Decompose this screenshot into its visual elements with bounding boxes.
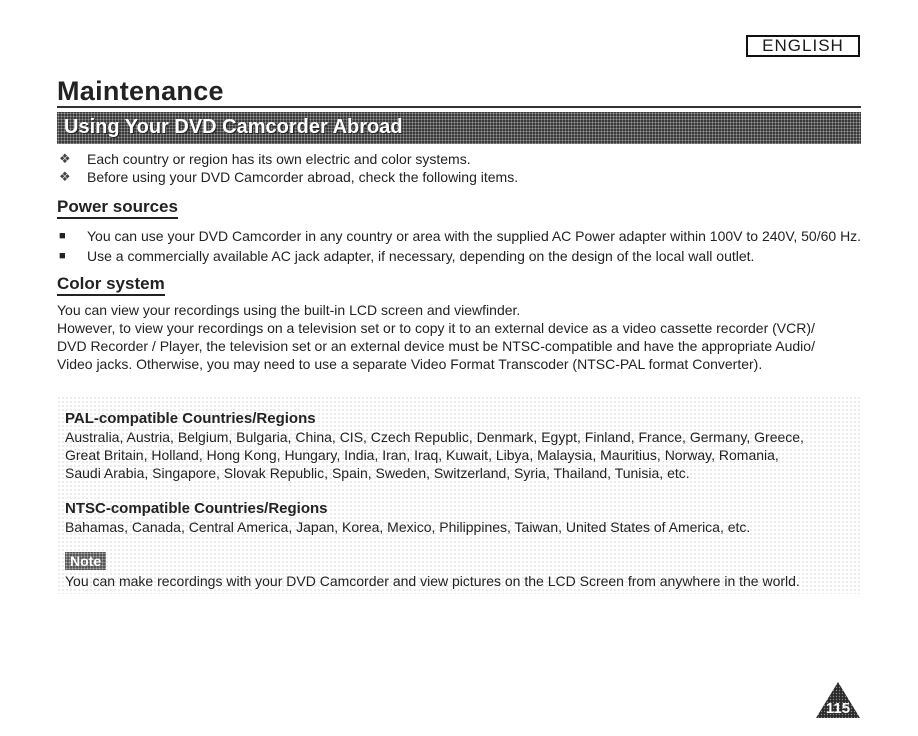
- color-system-body: [57, 301, 867, 373]
- intro-text: Before using your DVD Camcorder abroad, check the following items.: [87, 169, 519, 185]
- intro-item: [57, 150, 861, 168]
- diamond-bullet-icon: ❖: [59, 151, 71, 166]
- triangle-page-icon: [814, 680, 862, 720]
- ntsc-title: NTSC-compatible Countries/Regions: [65, 500, 328, 517]
- power-item: [57, 227, 877, 245]
- section-banner: [57, 112, 861, 144]
- note-text: You can make recordings with your DVD Camcorder and view pictures on the LCD Screen from anywhere in the world.: [65, 573, 800, 589]
- pal-block: [65, 410, 804, 482]
- power-item: [57, 247, 877, 265]
- power-text: Use a commercially available AC jack adapter, if necessary, depending on the design of the local wall outlet.: [87, 248, 755, 264]
- square-bullet-icon: ■: [59, 230, 66, 242]
- language-label: ENGLISH: [746, 35, 860, 57]
- color-system-paragraph: You can view your recordings using the built-in LCD screen and viewfinder.: [57, 302, 521, 318]
- power-sources-list: [57, 227, 877, 265]
- region-info-box: [57, 396, 861, 594]
- note-label: Note: [65, 552, 106, 570]
- power-text: You can use your DVD Camcorder in any country or area with the supplied AC Power adapter within 100V to 240V, 50/60 Hz.: [87, 228, 862, 244]
- note-block: [65, 552, 800, 590]
- pal-line: Saudi Arabia, Singapore, Slovak Republic, Spain, Sweden, Switzerland, Syria, Thailand, Tunisia, etc.: [65, 465, 690, 481]
- page-number-badge: [814, 680, 862, 720]
- page-title: Maintenance: [57, 76, 224, 106]
- pal-title: PAL-compatible Countries/Regions: [65, 410, 316, 427]
- intro-list: [57, 150, 861, 186]
- pal-line: Australia, Austria, Belgium, Bulgaria, China, CIS, Czech Republic, Denmark, Egypt, Finland, France, Germany, Greece,: [65, 429, 804, 445]
- intro-text: Each country or region has its own electric and color systems.: [87, 151, 471, 167]
- pal-line: Great Britain, Holland, Hong Kong, Hungary, India, Iran, Iraq, Kuwait, Libya, Malaysia, Mauritius, Norway, Romania,: [65, 447, 779, 463]
- color-system-line: However, to view your recordings on a television set or to copy it to an external device as a video cassette recorder (VCR)/: [57, 320, 815, 336]
- color-system-line: Video jacks. Otherwise, you may need to use a separate Video Format Transcoder (NTSC-PAL format Converter).: [57, 356, 763, 372]
- diamond-bullet-icon: ❖: [59, 169, 71, 184]
- color-system-line: DVD Recorder / Player, the television set or an external device must be NTSC-compatible and have the appropriate Audio/: [57, 338, 815, 354]
- color-system-heading: Color system: [57, 274, 165, 293]
- page-number: 115: [825, 700, 851, 717]
- power-sources-heading: Power sources: [57, 197, 178, 216]
- intro-item: [57, 168, 861, 186]
- ntsc-line: Bahamas, Canada, Central America, Japan, Korea, Mexico, Philippines, Taiwan, United States of America, etc.: [65, 519, 751, 535]
- square-bullet-icon: ■: [59, 250, 66, 262]
- ntsc-block: [65, 500, 750, 536]
- title-divider: [57, 106, 861, 108]
- section-title: Using Your DVD Camcorder Abroad: [64, 116, 403, 138]
